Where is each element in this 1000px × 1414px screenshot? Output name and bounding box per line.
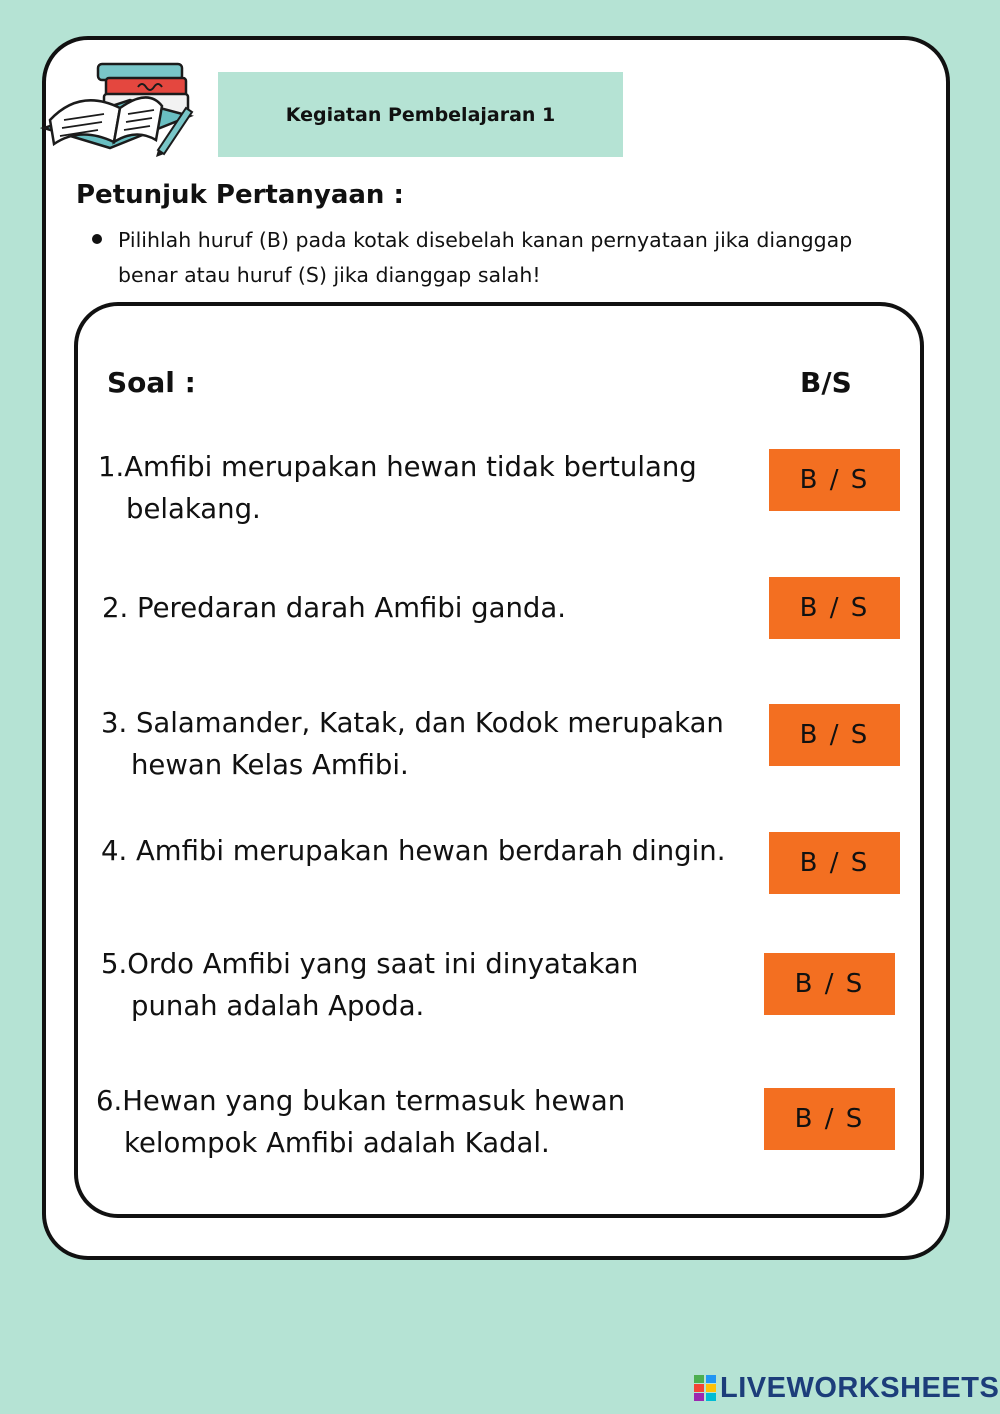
question-column-header: Soal :	[107, 366, 196, 399]
question-6-line1: 6.Hewan yang bukan termasuk hewan	[96, 1085, 626, 1117]
liveworksheets-logo-icon	[694, 1375, 716, 1401]
question-3-line2: hewan Kelas Amfibi.	[131, 749, 409, 781]
answer-box-2[interactable]: B / S	[769, 577, 900, 639]
question-6	[96, 1080, 625, 1164]
footer-brand-text: LIVEWORKSHEETS	[720, 1371, 1000, 1404]
question-3	[101, 702, 724, 786]
question-3-line1: 3. Salamander, Katak, dan Kodok merupakan	[101, 707, 724, 739]
question-1-line1: 1.Amfibi merupakan hewan tidak bertulang	[98, 451, 697, 483]
question-5	[101, 943, 638, 1027]
instructions-heading: Petunjuk Pertanyaan :	[76, 180, 404, 210]
question-2	[102, 587, 566, 629]
question-5-line1: 5.Ordo Amfibi yang saat ini dinyatakan	[101, 948, 639, 980]
answer-box-4[interactable]: B / S	[769, 832, 900, 894]
question-4	[101, 830, 725, 872]
instructions-text: Pilihlah huruf (B) pada kotak disebelah kanan pernyataan jika dianggap benar atau huruf (S) jika dianggap salah!	[88, 223, 868, 293]
page-title: Kegiatan Pembelajaran 1	[218, 72, 623, 157]
question-4-line1: 4. Amfibi merupakan hewan berdarah dingin.	[101, 835, 726, 867]
question-1-line2: belakang.	[126, 493, 261, 525]
books-icon	[40, 58, 198, 158]
question-6-line2: kelompok Amfibi adalah Kadal.	[124, 1127, 550, 1159]
footer-logo[interactable]	[694, 1370, 999, 1406]
answer-box-1[interactable]: B / S	[769, 449, 900, 511]
answer-column-header: B/S	[800, 366, 852, 399]
question-2-line1: 2. Peredaran darah Amfibi ganda.	[102, 592, 566, 624]
answer-box-6[interactable]: B / S	[764, 1088, 895, 1150]
question-1	[98, 446, 697, 530]
question-5-line2: punah adalah Apoda.	[131, 990, 425, 1022]
answer-box-5[interactable]: B / S	[764, 953, 895, 1015]
answer-box-3[interactable]: B / S	[769, 704, 900, 766]
